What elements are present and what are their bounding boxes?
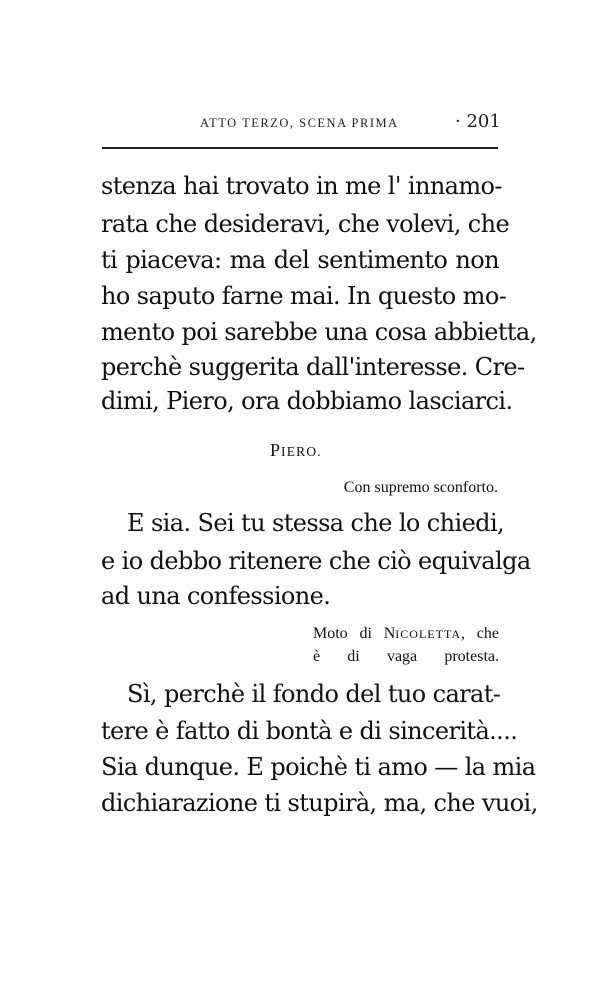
- stage-prefix: Moto di N: [313, 625, 396, 642]
- page-number: · 201: [455, 111, 501, 132]
- speaker-rest: IERO.: [281, 444, 322, 459]
- text-line: ho saputo farne mai. In questo mo-: [101, 282, 507, 310]
- stage-direction: [313, 624, 499, 644]
- text-line: rata che desideravi, che volevi, che: [101, 210, 510, 238]
- speaker-name: [270, 440, 322, 461]
- text-line: E sia. Sei tu stessa che lo chiedi,: [127, 509, 505, 537]
- text-line: dichiarazione ti stupirà, ma, che vuoi,: [101, 789, 538, 817]
- stage-direction: è di vaga protesta.: [313, 648, 499, 665]
- stage-suffix: , che: [461, 625, 500, 642]
- stage-direction: Con supremo sconforto.: [343, 479, 498, 496]
- character-name: ICOLETTA: [395, 627, 461, 641]
- text-line: dimi, Piero, ora dobbiamo lasciarci.: [101, 387, 513, 415]
- text-line: ad una confessione.: [101, 582, 331, 610]
- running-head: ATTO TERZO, SCENA PRIMA: [200, 116, 399, 130]
- text-line: perchè suggerita dall'interesse. Cre-: [101, 353, 525, 381]
- text-line: e io debbo ritenere che ciò equivalga: [101, 547, 531, 575]
- speaker-initial: P: [270, 440, 282, 460]
- text-line: tere è fatto di bontà e di sincerità....: [101, 717, 518, 745]
- text-line: Sì, perchè il fondo del tuo carat-: [127, 680, 501, 708]
- text-line: Sia dunque. E poichè ti amo — la mia: [101, 753, 536, 781]
- text-line: ti piaceva: ma del sentimento non: [101, 246, 499, 274]
- header-rule: [102, 147, 498, 149]
- text-line: stenza hai trovato in me l' innamo-: [101, 172, 502, 200]
- text-line: mento poi sarebbe una cosa abbietta,: [101, 318, 537, 346]
